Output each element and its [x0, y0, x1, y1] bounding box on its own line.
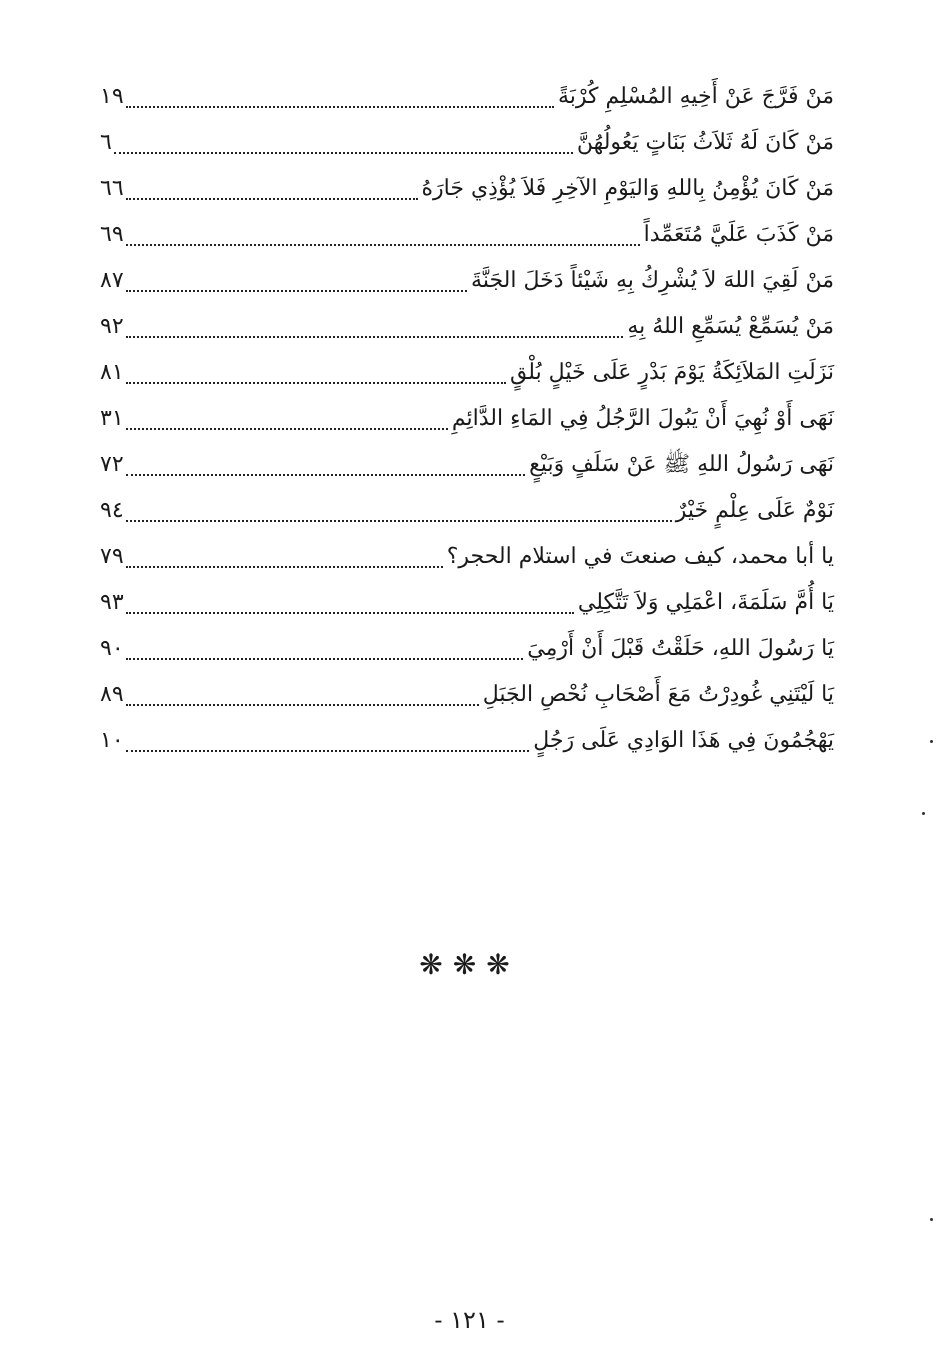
page-number: ٩٢	[100, 314, 124, 339]
entry-text: يَا أُمَّ سَلَمَةَ، اعْمَلِي وَلاَ تَتَّكِلِي	[577, 590, 834, 615]
index-row	[100, 442, 834, 488]
entry-text: مَنْ لَقِيَ اللهَ لاَ يُشْرِكُ بِهِ شَيْئاً دَخَلَ الجَنَّةَ	[471, 268, 834, 293]
dot-leader	[126, 672, 479, 718]
dot-leader	[114, 120, 573, 166]
dot-leader	[126, 166, 418, 212]
index-row	[100, 534, 834, 580]
page-number: ٩٠	[100, 636, 124, 661]
hadith-index-list	[100, 74, 834, 764]
entry-text: مَنْ كَانَ لَهُ ثَلاَثُ بَنَاتٍ يَعُولُهُنَّ	[576, 130, 834, 155]
entry-text: مَنْ كَانَ يُؤْمِنُ بِاللهِ وَاليَوْمِ الآخِرِ فَلاَ يُؤْذِي جَارَهُ	[421, 176, 834, 201]
page-number: ٦٩	[100, 222, 124, 247]
dot-leader	[126, 396, 448, 442]
entry-text: نَهَى أَوْ نُهِيَ أَنْ يَبُولَ الرَّجُلُ فِي المَاءِ الدَّائِمِ	[451, 406, 834, 431]
index-row	[100, 166, 834, 212]
page-number: ١٠	[100, 728, 124, 753]
scan-speck-mark	[922, 812, 925, 815]
index-row	[100, 396, 834, 442]
dot-leader	[126, 534, 443, 580]
entry-text: مَنْ كَذَبَ عَلَيَّ مُتَعَمِّداً	[643, 222, 834, 247]
page-number: ٨٩	[100, 682, 124, 707]
dot-leader	[126, 488, 672, 534]
scan-speck-mark	[930, 740, 933, 743]
index-row	[100, 120, 834, 166]
page-number: ٩٤	[100, 498, 124, 523]
dot-leader	[126, 718, 530, 764]
dot-leader	[126, 626, 524, 672]
entry-text: نَوْمٌ عَلَى عِلْمٍ خَيْرٌ	[675, 498, 834, 523]
entry-text: يَا رَسُولَ اللهِ، حَلَقْتُ قَبْلَ أَنْ أَرْمِيَ	[527, 636, 834, 661]
page-folio-number: - ١٢١ -	[434, 1306, 505, 1334]
dot-leader	[126, 442, 525, 488]
dot-leader	[126, 350, 506, 396]
page-number: ٧٩	[100, 544, 124, 569]
index-row	[100, 718, 834, 764]
section-separator-ornament: ❋❋❋	[419, 948, 520, 981]
index-row	[100, 488, 834, 534]
index-row	[100, 74, 834, 120]
page-number: ٦	[100, 130, 112, 155]
entry-text: يا أبا محمد، كيف صنعتَ في استلام الحجر؟	[446, 544, 834, 569]
page-number: ٣١	[100, 406, 124, 431]
dot-leader	[126, 212, 640, 258]
index-row	[100, 212, 834, 258]
page-number: ٧٢	[100, 452, 124, 477]
index-row	[100, 626, 834, 672]
scan-speck-mark	[930, 1218, 933, 1221]
entry-text: مَنْ فَرَّجَ عَنْ أَخِيهِ المُسْلِمِ كُرْبَةً	[558, 84, 834, 109]
entry-text: يَهْجُمُونَ فِي هَذَا الوَادِي عَلَى رَجُلٍ	[533, 728, 834, 753]
dot-leader	[126, 580, 574, 626]
page-number: ٨٧	[100, 268, 124, 293]
entry-text: نَزَلَتِ المَلاَئِكَةُ يَوْمَ بَدْرٍ عَلَى خَيْلٍ بُلْقٍ	[509, 360, 834, 385]
page-number: ٦٦	[100, 176, 124, 201]
entry-text: يَا لَيْتَنِي غُودِرْتُ مَعَ أَصْحَابِ نُحْصِ الجَبَلِ	[482, 682, 834, 707]
index-row	[100, 258, 834, 304]
page-number: ٨١	[100, 360, 124, 385]
index-row	[100, 350, 834, 396]
entry-text: نَهَى رَسُولُ اللهِ ﷺ عَنْ سَلَفٍ وَبَيْعٍ	[529, 452, 834, 477]
index-row	[100, 580, 834, 626]
index-row	[100, 304, 834, 350]
dot-leader	[126, 74, 554, 120]
index-row	[100, 672, 834, 718]
dot-leader	[126, 258, 467, 304]
entry-text: مَنْ يُسَمِّعْ يُسَمِّعِ اللهُ بِهِ	[627, 314, 834, 339]
dot-leader	[126, 304, 624, 350]
page-number: ١٩	[100, 84, 124, 109]
page-number: ٩٣	[100, 590, 124, 615]
